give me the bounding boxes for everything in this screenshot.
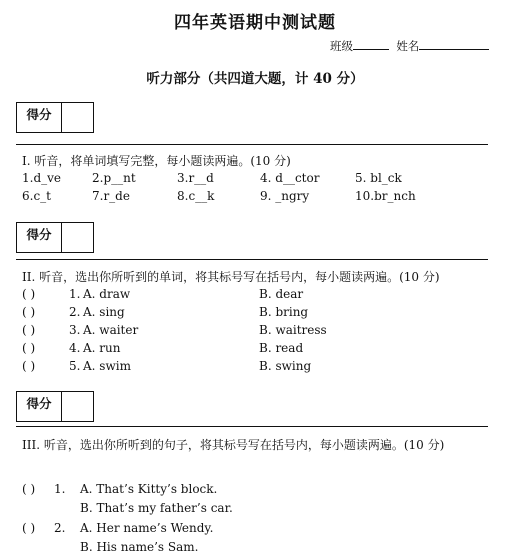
class-blank[interactable] (353, 37, 389, 50)
question-number: 2. (69, 305, 81, 319)
option-a: A. sing (83, 305, 125, 319)
section2-question (22, 359, 492, 377)
question-number: 3. (69, 323, 81, 337)
option-a: A. waiter (83, 323, 139, 337)
word-item: 8.c__k (177, 189, 215, 203)
word-item: 9. _ngry (260, 189, 310, 203)
option-a: A. That’s Kitty’s block. (80, 482, 218, 496)
section1-instruction: I. 听音，将单词填写完整，每小题读两遍。(10 分) (22, 154, 291, 168)
answer-paren[interactable]: ( ) (22, 341, 36, 355)
section3-question-b (22, 540, 492, 558)
section3-instruction: III. 听音，选出你所听到的句子，将其标号写在括号内，每小题读两遍。(10 分) (22, 438, 445, 452)
score-label: 得分 (17, 223, 62, 252)
word-item: 3.r__d (177, 171, 214, 185)
page-title: 四年英语期中测试题 (174, 13, 336, 33)
option-b: B. waitress (259, 323, 327, 337)
class-name-line (330, 37, 489, 54)
option-b: B. dear (259, 287, 304, 301)
option-a: A. swim (83, 359, 131, 373)
word-item: 2.p__nt (92, 171, 136, 185)
section3-question (22, 482, 492, 500)
answer-paren[interactable]: ( ) (22, 359, 36, 373)
section3-question-b (22, 501, 492, 519)
question-number: 4. (69, 341, 81, 355)
option-b: B. His name’s Sam. (80, 540, 199, 554)
section-divider (16, 144, 488, 145)
section2-question (22, 323, 492, 341)
word-item: 5. bl_ck (355, 171, 402, 185)
answer-paren[interactable]: ( ) (22, 287, 36, 301)
score-cell[interactable] (62, 223, 93, 252)
section-divider (16, 259, 488, 260)
question-number: 5. (69, 359, 81, 373)
option-a: A. run (83, 341, 121, 355)
answer-paren[interactable]: ( ) (22, 521, 36, 535)
option-b: B. swing (259, 359, 312, 373)
listening-title: 听力部分（共四道大题，计 40 分） (146, 71, 364, 87)
score-box-2 (16, 222, 94, 253)
name-blank[interactable] (419, 37, 489, 50)
option-a: A. Her name’s Wendy. (80, 521, 214, 535)
word-item: 10.br_nch (355, 189, 416, 203)
question-number: 1. (69, 287, 81, 301)
section-divider (16, 426, 488, 427)
question-number: 2. (54, 521, 66, 535)
word-item: 6.c_t (22, 189, 51, 203)
section3-question (22, 521, 492, 539)
answer-paren[interactable]: ( ) (22, 323, 36, 337)
score-box-1 (16, 102, 94, 133)
score-label: 得分 (17, 392, 62, 421)
score-cell[interactable] (62, 392, 93, 421)
word-item: 7.r_de (92, 189, 130, 203)
question-number: 1. (54, 482, 66, 496)
section2-question (22, 305, 492, 323)
word-item: 1.d_ve (22, 171, 62, 185)
option-b: B. That’s my father’s car. (80, 501, 233, 515)
option-b: B. read (259, 341, 304, 355)
score-box-3 (16, 391, 94, 422)
section2-question (22, 287, 492, 305)
answer-paren[interactable]: ( ) (22, 482, 36, 496)
name-label: 姓名 (396, 39, 420, 53)
section2-question (22, 341, 492, 359)
answer-paren[interactable]: ( ) (22, 305, 36, 319)
option-a: A. draw (83, 287, 131, 301)
option-b: B. bring (259, 305, 309, 319)
score-label: 得分 (17, 103, 62, 132)
section2-instruction: II. 听音，选出你所听到的单词，将其标号写在括号内，每小题读两遍。(10 分) (22, 270, 440, 284)
score-cell[interactable] (62, 103, 93, 132)
word-item: 4. d__ctor (260, 171, 320, 185)
class-label: 班级 (330, 39, 353, 53)
